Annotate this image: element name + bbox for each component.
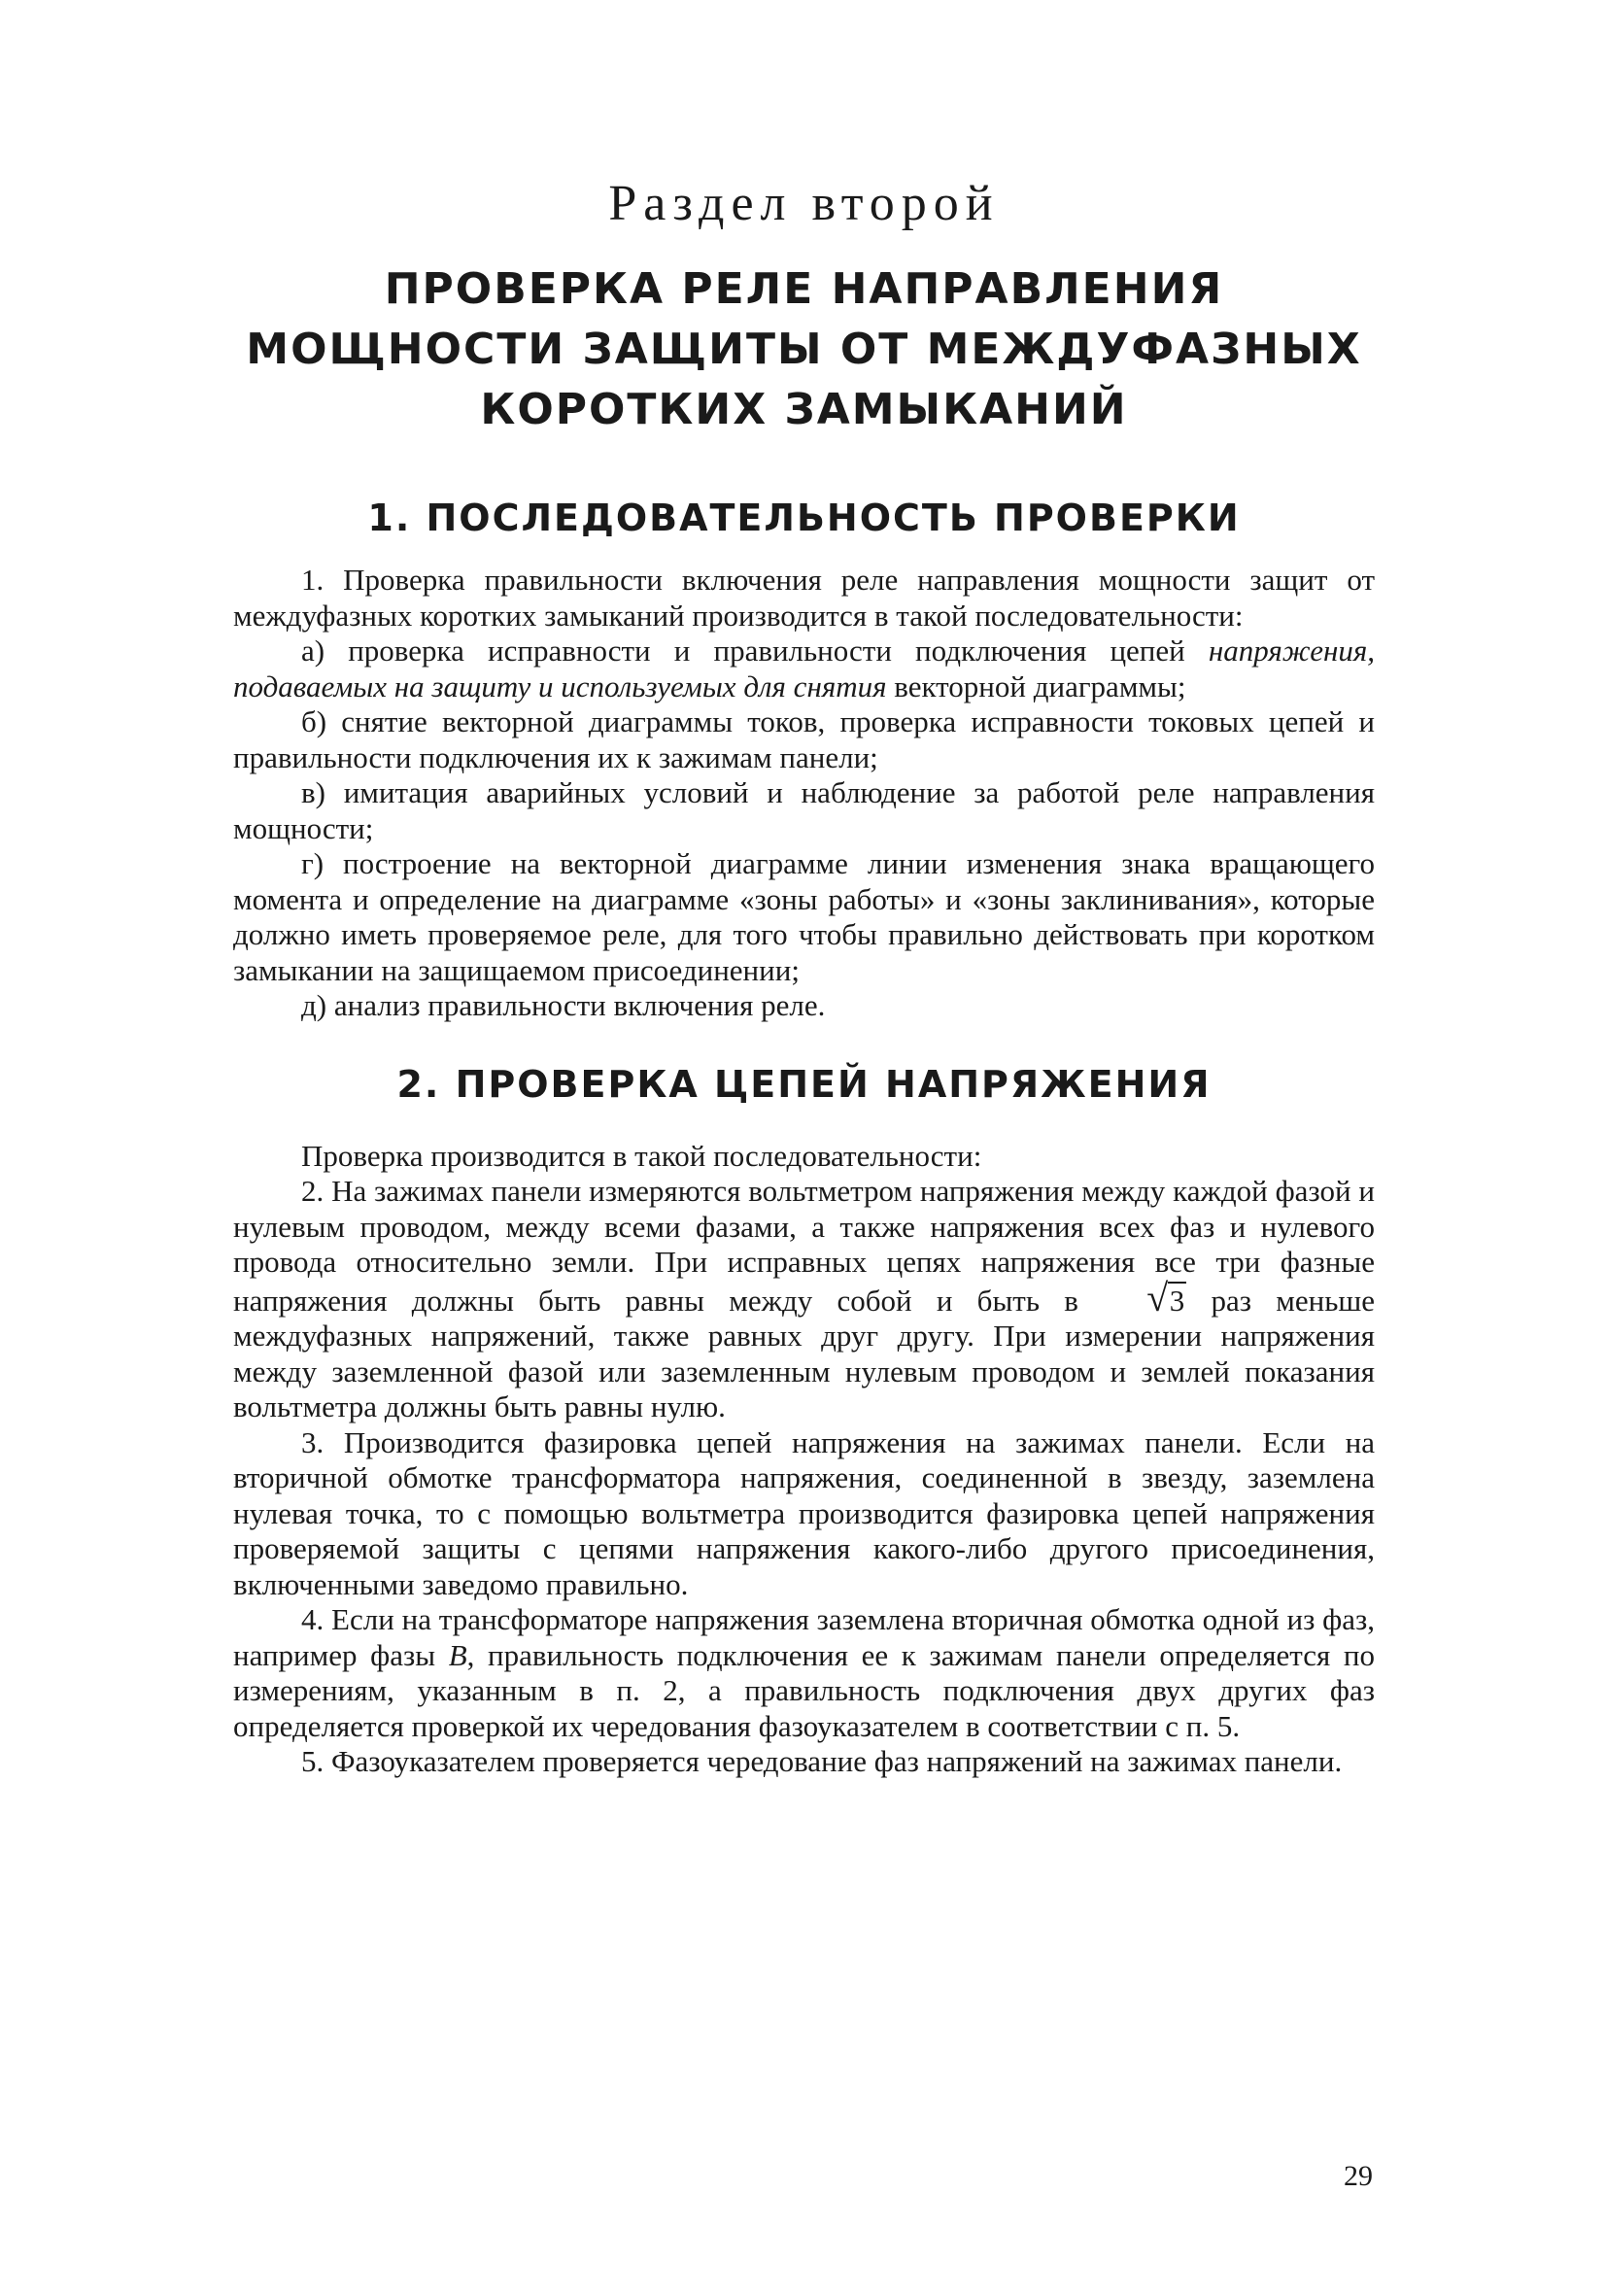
paragraph-4-start: 4. Если на трансформаторе напряжения заземлена вторичная обмотка одной из фаз, например фазы	[233, 1602, 1375, 1672]
heading-verification-sequence: 1. ПОСЛЕДОВАТЕЛЬНОСТЬ ПРОВЕРКИ	[367, 497, 1241, 539]
paragraph-1: 1. Проверка правильности включения реле направления мощности защит от междуфазных коротких замыканий производится в такой последовательности:	[233, 563, 1375, 633]
page-number: 29	[1344, 2160, 1373, 2192]
paragraph-intro: Проверка производится в такой последовательности:	[301, 1138, 982, 1173]
list-item-a	[233, 634, 1375, 704]
list-item-g: г) построение на векторной диаграмме линии изменения знака вращающего момента и определение на диаграмме «зоны работы» и «зоны заклинивания», которые должно иметь проверяемое реле, для того чтобы правильно действовать при коротком замыкании на защищаемом присоединении;	[233, 846, 1375, 987]
list-item-a-end: векторной диаграммы;	[894, 668, 1186, 703]
heading-voltage-circuits: 2. ПРОВЕРКА ЦЕПЕЙ НАПРЯЖЕНИЯ	[396, 1062, 1212, 1106]
paragraph-3: 3. Производится фазировка цепей напряжения на зажимах панели. Если на вторичной обмотке трансформатора напряжения, соединенной в звезду, заземлена нулевая точка, то с помощью вольтметра производится фазировка цепей напряжения проверяемой защиты с цепями напряжения какого-либо другого присоединения, включенными заведомо правильно.	[233, 1424, 1375, 1601]
section-label: Раздел второй	[608, 176, 1000, 231]
chapter-title-line: КОРОТКИХ ЗАМЫКАНИЙ	[480, 385, 1128, 434]
page-content	[233, 175, 1375, 1780]
chapter-title-line: ПРОВЕРКА РЕЛЕ НАПРАВЛЕНИЯ	[384, 264, 1224, 314]
phase-label: B	[448, 1637, 467, 1672]
paragraph-5: 5. Фазоуказателем проверяется чередование фаз напряжений на зажимах панели.	[301, 1744, 1343, 1778]
square-root-formula	[1078, 1275, 1186, 1319]
list-item-a-text: а) проверка исправности и правильности подключения цепей	[301, 634, 1185, 668]
radical-sign: √	[1145, 1275, 1168, 1319]
list-item-a-italic: напряжения, подаваемых на защиту и используемых для снятия	[233, 634, 1375, 703]
paragraph-2-start: 2. На зажимах панели измеряются вольтметром напряжения между каждой фазой и нулевым проводом, между всеми фазами, а также напряжения всех фаз и нулевого провода относительно земли. При исправных цепях напряжения все три фазные напряжения должны быть равны между собой и быть в	[233, 1174, 1375, 1318]
chapter-title	[233, 259, 1375, 440]
paragraph-2-end: раз меньше междуфазных напряжений, также равных друг другу. При измерении напряжения между заземленной фазой или заземленным нулевым проводом и землей показания вольтметра должны быть равны нулю.	[233, 1283, 1376, 1423]
radicand: 3	[1169, 1283, 1185, 1318]
paragraph-2	[233, 1174, 1375, 1425]
list-item-b: б) снятие векторной диаграммы токов, проверка исправности токовых цепей и правильности подключения их к зажимам панели;	[233, 704, 1375, 774]
paragraph-4	[233, 1602, 1375, 1744]
chapter-title-line: МОЩНОСТИ ЗАЩИТЫ ОТ МЕЖДУФАЗНЫХ	[246, 325, 1362, 374]
paragraph-4-end: , правильность подключения ее к зажимам панели определяется по измерениям, указанным в п. 2, а правильность подключения двух других фаз определяется проверкой их чередования фазоуказателем в соответствии с п. 5.	[233, 1637, 1375, 1743]
list-item-d: д) анализ правильности включения реле.	[301, 988, 826, 1022]
list-item-v: в) имитация аварийных условий и наблюдение за работой реле направления мощности;	[233, 775, 1375, 845]
